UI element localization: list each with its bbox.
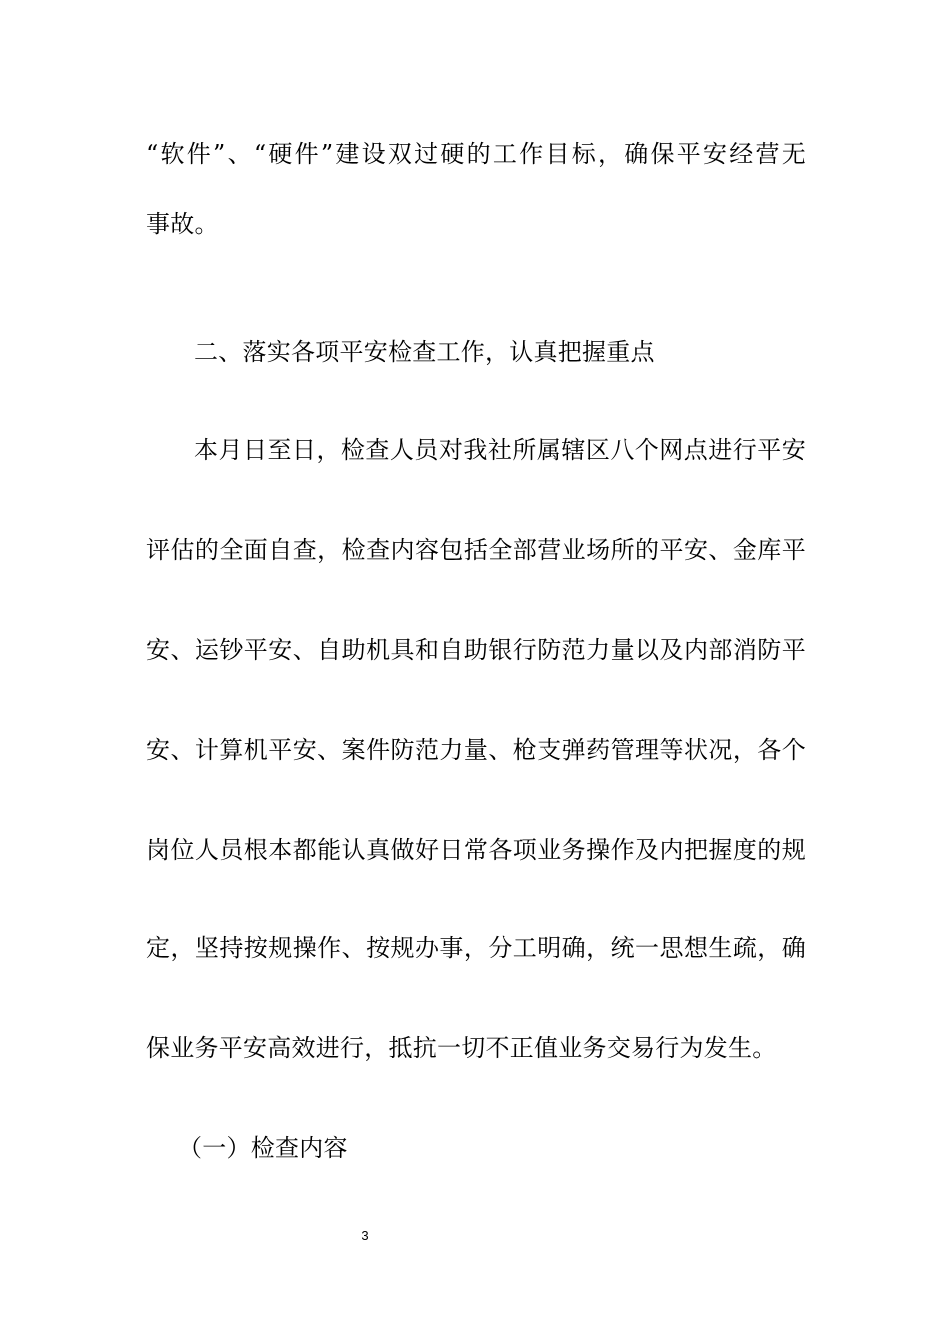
subsection-heading: （一）检查内容 <box>178 1134 348 1162</box>
paragraph-line-5: 安、运钞平安、自助机具和自助银行防范力量以及内部消防平 <box>146 636 806 664</box>
paragraph-line-4: 评估的全面自查，检查内容包括全部营业场所的平安、金库平 <box>146 536 806 564</box>
page-number: 3 <box>361 1228 369 1243</box>
section-heading: 二、落实各项平安检查工作，认真把握重点 <box>194 338 655 366</box>
paragraph-line-3: 本月日至日，检查人员对我社所属辖区八个网点进行平安 <box>194 436 806 464</box>
paragraph-line-9: 保业务平安高效进行，抵抗一切不正值业务交易行为发生。 <box>146 1034 777 1062</box>
paragraph-line-6: 安、计算机平安、案件防范力量、枪支弹药管理等状况，各个 <box>146 736 806 764</box>
paragraph-line-2: 事故。 <box>146 210 219 238</box>
paragraph-line-1: “软件”、“硬件”建设双过硬的工作目标，确保平安经营无 <box>146 140 806 168</box>
paragraph-line-8: 定，坚持按规操作、按规办事，分工明确，统一思想生疏，确 <box>146 934 806 962</box>
paragraph-line-7: 岗位人员根本都能认真做好日常各项业务操作及内把握度的规 <box>146 836 806 864</box>
